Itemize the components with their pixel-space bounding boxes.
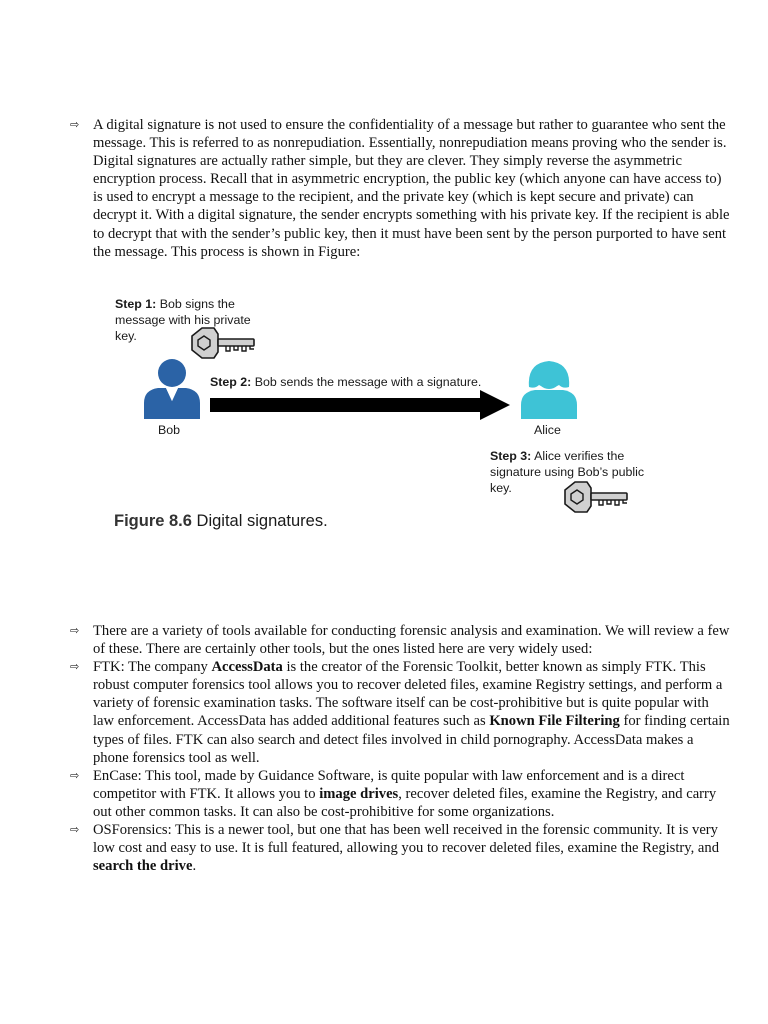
figure-caption-text: Digital signatures. <box>191 512 328 530</box>
bob-head <box>158 359 186 387</box>
step2-annotation <box>210 374 481 390</box>
ftk-bold-known-file-filtering: Known File Filtering <box>489 713 620 730</box>
figure-digital-signatures <box>110 292 670 542</box>
ftk-bold-accessdata: AccessData <box>211 659 283 676</box>
step2-label: Step 2: <box>210 375 252 389</box>
list-item <box>70 116 730 261</box>
arrow-bullet-icon: ⇨ <box>70 823 80 837</box>
alice-avatar-icon <box>519 357 579 419</box>
arrow-bullet-icon: ⇨ <box>70 768 80 782</box>
step3-text: Alice verifies the signature using Bob’s public key. <box>490 449 645 495</box>
osforensics-bold-search-the-drive: search the drive <box>93 858 193 875</box>
send-arrow-icon <box>210 390 510 420</box>
encase-text-prefix: EnCase: This tool, made by Guidance Software, is quite popular with law enforcement and is a direct competitor with FTK. It allows you to <box>93 767 685 802</box>
bob-label: Bob <box>158 423 181 437</box>
figure-number: Figure 8.6 <box>114 512 192 530</box>
list-item <box>70 767 730 821</box>
alice-head <box>537 365 561 389</box>
bullet-list-tools <box>70 622 730 875</box>
step1-text: Bob signs the message with his private key. <box>115 297 251 343</box>
bob-avatar-icon <box>142 357 202 419</box>
alice-label: Alice <box>534 423 561 437</box>
step3-label: Step 3: <box>490 449 532 463</box>
bullet-list-top <box>70 116 730 261</box>
osforensics-text-suffix: . <box>192 858 197 875</box>
paragraph-digital-signature: A digital signature is not used to ensure the confidentiality of a message but rather to guarantee who sent the message. This is referred to as nonrepudiation. Essentially, nonrepudiation means proving who the sender is. Digital signatures are actually rather simple, but they are clever. They simply reverse the asymmetric encryption process. Recall that in asymmetric encryption, the public key (which anyone can have access to) is used to encrypt a message to the recipient, and the private key (which is kept secure and private) can decrypt it. With a digital signature, the sender encrypts something with his private key. If the recipient is able to decrypt that with the sender’s public key, then it must have been sent by the person purported to have sent the message. This process is shown in Figure: <box>93 117 730 260</box>
step2-text: Bob sends the message with a signature. <box>251 375 482 389</box>
ftk-text-suffix: for finding certain types of files. FTK can also search and detect files involved in child pornography. AccessData makes a phone forensics tool as well. <box>93 713 730 766</box>
public-key-icon <box>561 480 633 514</box>
paragraph-tools-intro: There are a variety of tools available for conducting forensic analysis and examination. We will review a few of these. There are certainly other tools, but the ones listed here are very widely used: <box>93 623 730 658</box>
osforensics-text-prefix: OSForensics: This is a newer tool, but one that has been well received in the forensic community. It is very low cost and easy to use. It is full featured, allowing you to recover deleted files, examine the Registry, and <box>93 822 719 857</box>
step1-label: Step 1: <box>115 297 157 311</box>
ftk-text-middle: is the creator of the Forensic Toolkit, better known as simply FTK. This robust computer forensics tool allows you to recover deleted files, examine Registry settings, and perform a variety of forensic examination tasks. The software itself can be cost-prohibitive but is quite popular with law enforcement. AccessData has added additional features such as <box>93 659 723 730</box>
arrow-bullet-icon: ⇨ <box>70 624 80 637</box>
list-item <box>70 658 730 767</box>
encase-bold-image-drives: image drives <box>319 785 399 802</box>
encase-text-suffix: , recover deleted files, examine the Registry, and carry out other common tasks. It can also be cost-prohibitive for some organizations. <box>93 785 717 820</box>
arrow-bullet-icon: ⇨ <box>70 660 80 674</box>
list-item <box>70 821 730 875</box>
figure-caption <box>114 512 328 531</box>
ftk-text-prefix: FTK: The company <box>93 659 212 676</box>
alice-body <box>521 390 577 419</box>
list-item <box>70 622 730 658</box>
private-key-icon <box>188 326 260 360</box>
arrow-bullet-icon: ⇨ <box>70 118 80 131</box>
